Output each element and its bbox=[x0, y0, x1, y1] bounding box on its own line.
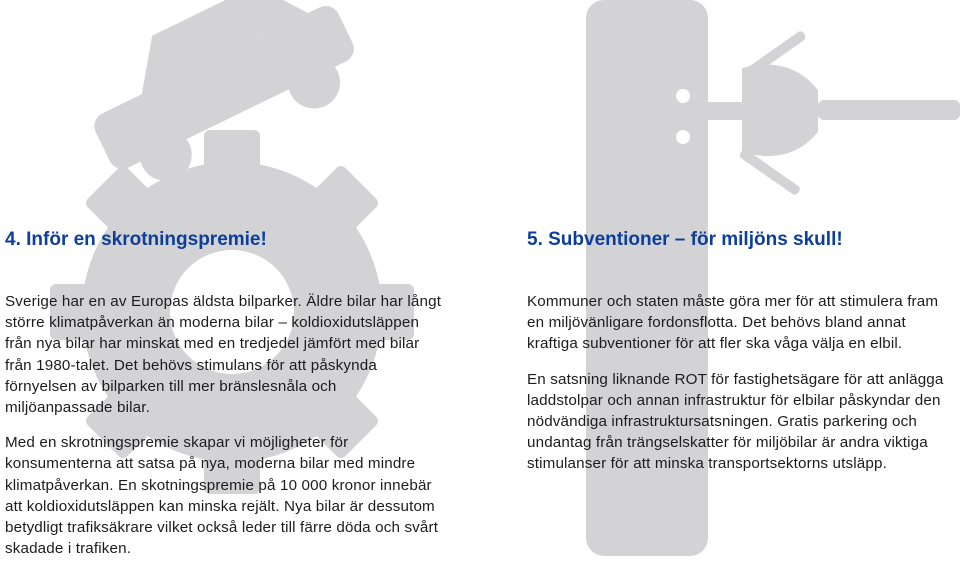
body-paragraph: Med en skrotningspremie skapar vi möjligheter för konsumenterna att satsa på nya, moderna bilar med mindre klimatpåverkan. En skotningspremie på 10 000 kronor innebär att koldioxidutsläppen kan minska rejält. Nya bilar är dessutom betydligt trafiksäkrare vilket också leder till färre döda och svårt skadade i trafiken. bbox=[5, 434, 439, 558]
section-heading: 5. Subventioner – för miljöns skull! bbox=[527, 229, 843, 250]
body-paragraph: En satsning liknande ROT för fastighetsägare för att anlägga laddstolpar och annan infrastruktur för elbilar påskyndar den nödvändiga infrastruktursatsningen. Gratis parkering och undantag från trängselskatter för miljöbilar är andra viktiga stimulanser för att minska transportsektorns utsläpp. bbox=[527, 370, 944, 473]
body-paragraph: Kommuner och staten måste göra mer för att stimulera fram en miljövänligare fordonsflotta. Det behövs bland annat kraftiga subventioner för att fler ska våga välja en elbil. bbox=[527, 293, 939, 353]
section-skrotningspremie bbox=[5, 226, 445, 573]
section-heading: 4. Inför en skrotningspremie! bbox=[5, 229, 267, 250]
section-subventioner bbox=[527, 226, 957, 489]
body-paragraph: Sverige har en av Europas äldsta bilparker. Äldre bilar har långt större klimatpåverkan än moderna bilar – koldioxidutsläppen från nya bilar har minskat med en tredjedel jämfört med bilar från 1980-talet. Det behövs stimulans för att påskynda förnyelsen av bilparken till mer bränslesnåla och miljöanpassade bilar. bbox=[5, 293, 442, 417]
